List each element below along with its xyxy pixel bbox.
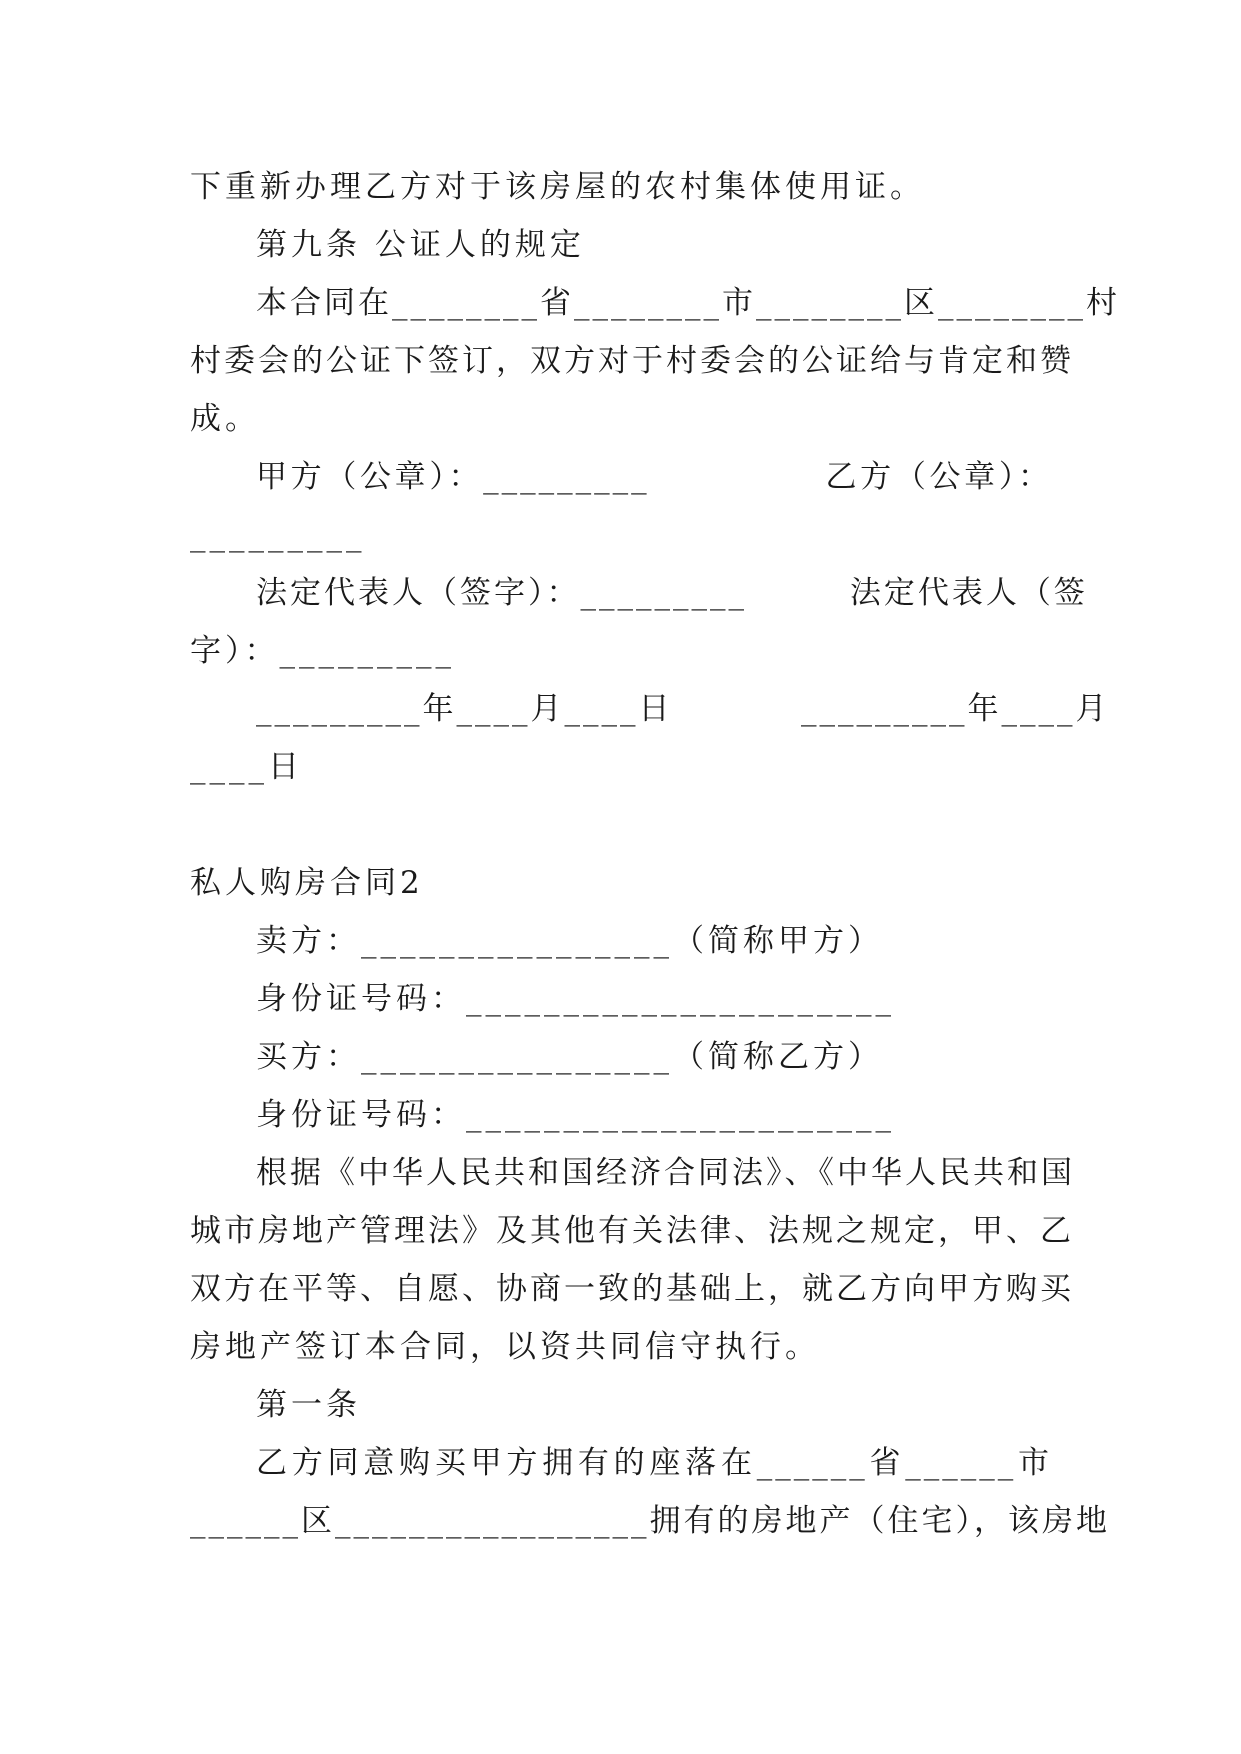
document-title: 私人购房合同2 (190, 865, 424, 901)
section-heading: 第九条 公证人的规定 (256, 227, 585, 263)
date-line: _________年____月____日 _________年____月 (256, 691, 1110, 727)
text-line: 乙方同意购买甲方拥有的座落在______省______市 (256, 1445, 1052, 1481)
signature-line: _________ (190, 517, 366, 553)
date-line: ____日 (190, 749, 303, 785)
signature-line: 甲方（公章）：_________ 乙方（公章）： (256, 459, 1052, 495)
signature-line: 字）：_________ (190, 633, 455, 669)
section-heading: 第一条 (256, 1387, 361, 1423)
text-line: 村委会的公证下签订，双方对于村委会的公证给与肯定和赞 (190, 343, 1074, 379)
text-line: 本合同在________省________市________区________村 (256, 285, 1120, 321)
text-line: 成。 (190, 401, 260, 437)
seller-id-field: 身份证号码：______________________ (256, 981, 895, 1017)
text-line: 下重新办理乙方对于该房屋的农村集体使用证。 (190, 169, 925, 205)
text-line: 根据《中华人民共和国经济合同法》、《中华人民共和国 (256, 1155, 1075, 1191)
text-line: ______区_________________拥有的房地产（住宅），该房地 (190, 1503, 1110, 1539)
signature-line: 法定代表人（签字）：_________ 法定代表人（签 (256, 575, 1088, 611)
text-line: 双方在平等、自愿、协商一致的基础上，就乙方向甲方购买 (190, 1271, 1074, 1307)
text-line: 城市房地产管理法》及其他有关法律、法规之规定，甲、乙 (190, 1213, 1074, 1249)
buyer-id-field: 身份证号码：______________________ (256, 1097, 895, 1133)
buyer-field: 买方：________________（简称乙方） (256, 1039, 883, 1075)
seller-field: 卖方：________________（简称甲方） (256, 923, 883, 959)
text-line: 房地产签订本合同，以资共同信守执行。 (190, 1329, 820, 1365)
